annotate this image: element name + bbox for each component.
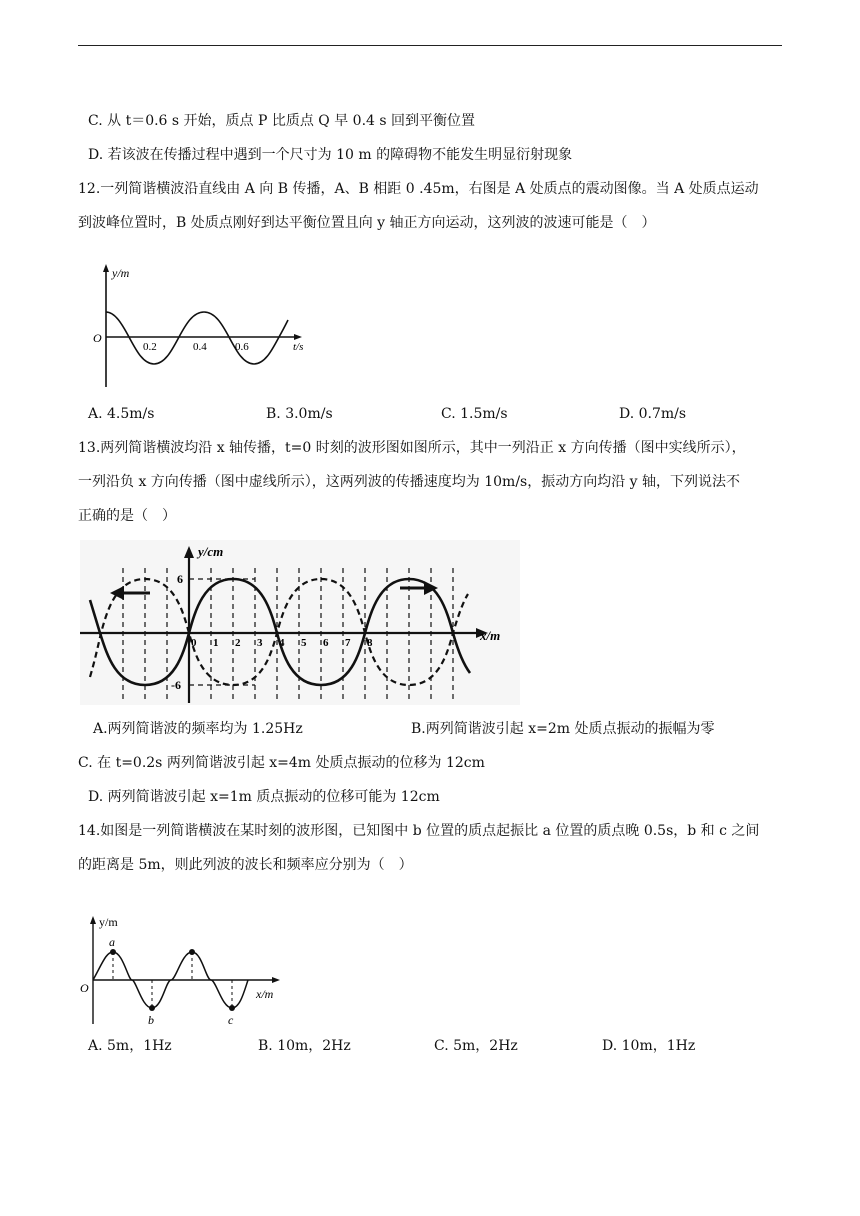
q13-option-d: D. 两列简谐波引起 x=1m 质点振动的位移可能为 12cm bbox=[88, 789, 440, 805]
q12-option-d: D. 0.7m/s bbox=[619, 406, 687, 422]
q14-stem-line1: 14.如图是一列简谐横波在某时刻的波形图，已知图中 b 位置的质点起振比 a 位置的质点晚 0.5s，b 和 c 之间 bbox=[78, 823, 760, 839]
q12-stem-line1: 12.一列简谐横波沿直线由 A 向 B 传播，A、B 相距 0 .45m，右图是 A 处质点的震动图像。当 A 处质点运动 bbox=[78, 181, 759, 197]
q14-stem-line2: 的距离是 5m，则此列波的波长和频率应分别为（ ） bbox=[78, 857, 413, 873]
q14-option-d: D. 10m，1Hz bbox=[602, 1038, 696, 1054]
q12-tick-label: 0.6 bbox=[235, 341, 249, 353]
q14-option-a: A. 5m，1Hz bbox=[88, 1038, 172, 1054]
q14-point-peak bbox=[189, 949, 195, 955]
q13-y-neg-label: -6 bbox=[171, 678, 181, 692]
q12-wave-curve bbox=[106, 312, 288, 364]
q13-option-c: C. 在 t=0.2s 两列简谐波引起 x=4m 处质点振动的位移为 12cm bbox=[78, 755, 485, 771]
q13-tick-label: 3 bbox=[257, 637, 263, 649]
q14-option-c: C. 5m，2Hz bbox=[434, 1038, 518, 1054]
q14-label-b: b bbox=[148, 1013, 154, 1027]
q14-y-label: y/m bbox=[99, 915, 118, 929]
q13-stem-line1: 13.两列简谐横波均沿 x 轴传播，t=0 时刻的波形图如图所示，其中一列沿正 x 方向传播（图中实线所示）， bbox=[78, 440, 746, 456]
q12-x-label: t/s bbox=[293, 341, 304, 353]
q13-y-pos-label: 6 bbox=[177, 572, 183, 586]
q12-option-c: C. 1.5m/s bbox=[441, 406, 508, 422]
q12-option-a: A. 4.5m/s bbox=[88, 406, 155, 422]
q14-label-a: a bbox=[109, 935, 115, 949]
q12-y-label: y/m bbox=[112, 266, 130, 280]
q11-option-c: C. 从 t＝0.6 s 开始，质点 P 比质点 Q 早 0.4 s 回到平衡位置 bbox=[88, 113, 476, 129]
q13-tick-label: 2 bbox=[235, 637, 241, 649]
q12-stem-line2: 到波峰位置时，B 处质点刚好到达平衡位置且向 y 轴正方向运动，这列波的波速可能是（ ） bbox=[78, 215, 656, 231]
q14-x-label: x/m bbox=[256, 987, 274, 1001]
q13-tick-label: 0 bbox=[191, 637, 197, 649]
q14-option-b: B. 10m，2Hz bbox=[258, 1038, 351, 1054]
q14-point-b bbox=[149, 1005, 155, 1011]
q13-option-a: A.两列简谐波的频率均为 1.25Hz bbox=[93, 721, 303, 737]
q13-stem-line3: 正确的是（ ） bbox=[78, 508, 176, 524]
q13-y-label: y/cm bbox=[198, 544, 224, 559]
q13-option-b: B.两列简谐波引起 x=2m 处质点振动的振幅为零 bbox=[411, 721, 715, 737]
q13-graph-background bbox=[80, 540, 520, 705]
q11-option-d: D. 若该波在传播过程中遇到一个尺寸为 10 m 的障碍物不能发生明显衍射现象 bbox=[88, 147, 573, 163]
q13-stem-line2: 一列沿负 x 方向传播（图中虚线所示），这两列波的传播速度均为 10m/s，振动方向均沿 y 轴，下列说法不 bbox=[78, 474, 741, 490]
q12-origin-label: O bbox=[93, 331, 102, 345]
q14-x-arrow bbox=[272, 977, 280, 983]
q13-x-label: x/m bbox=[480, 628, 501, 643]
q13-tick-label: 4 bbox=[279, 637, 285, 649]
q14-wave-graph bbox=[78, 912, 293, 1032]
q14-label-c: c bbox=[228, 1013, 234, 1027]
q13-tick-label: 1 bbox=[213, 637, 219, 649]
q13-tick-label: 6 bbox=[323, 637, 329, 649]
q13-tick-label: 8 bbox=[367, 637, 373, 649]
q13-tick-label: 7 bbox=[345, 637, 351, 649]
q14-point-a bbox=[110, 949, 116, 955]
q12-oscillation-graph bbox=[90, 262, 315, 390]
q14-origin-label: O bbox=[80, 981, 89, 995]
q14-y-arrow bbox=[90, 916, 96, 924]
q12-y-arrow bbox=[103, 264, 109, 272]
q12-tick-label: 0.2 bbox=[143, 341, 157, 353]
q14-point-c bbox=[229, 1005, 235, 1011]
q12-tick-label: 0.4 bbox=[193, 341, 207, 353]
header-rule bbox=[78, 45, 782, 46]
q12-option-b: B. 3.0m/s bbox=[266, 406, 333, 422]
q13-tick-label: 5 bbox=[301, 637, 307, 649]
q13-wave-graph bbox=[80, 540, 520, 705]
q12-x-arrow bbox=[294, 334, 302, 340]
